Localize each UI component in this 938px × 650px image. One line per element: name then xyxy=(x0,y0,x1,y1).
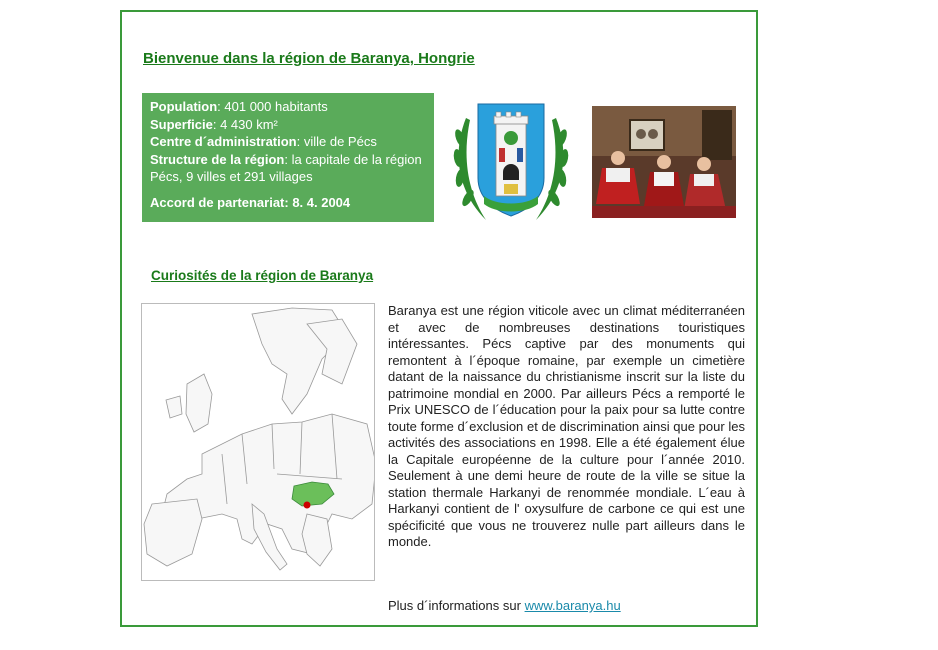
folk-costume-photo xyxy=(592,106,736,218)
admin-value: : ville de Pécs xyxy=(296,134,377,149)
page-title: Bienvenue dans la région de Baranya, Hongrie xyxy=(143,50,475,67)
structure-label: Structure de la région xyxy=(150,151,285,167)
section-subtitle: Curiosités de la région de Baranya xyxy=(151,268,374,283)
structure-value: : la capitale de la région Pécs, 9 villes et 291 villages xyxy=(150,151,422,184)
description-text: Baranya est une région viticole avec un climat méditerranéen et avec de nombreuses destinations touristiques intéressantes. Pécs captive par des monuments qui remontent à l´époque romaine, par exemple un cimetière datant de la naissance du christianisme inscrit sur la liste du patrimoine mondial en 2000. Par ailleurs Pécs a remporté le Prix UNESCO de l´éducation pour la paix pour sa lutte contre toute forme d´exclusion et de discrimination ainsi que pour les activités des associations en 1998. Elle a été également élue la Capitale européenne de la culture pour l´année 2010. Seulement à une demi heure de route de la ville se situe la station thermale Harkanyi de renommée mondiale. L´eau à Harkanyi contient de l' oxysulfure de carbone ce qui est une spécificité que vous ne trouverez nulle part ailleurs dans le monde. xyxy=(388,303,745,549)
baranya-marker xyxy=(304,502,311,509)
more-info-prefix: Plus d´informations sur xyxy=(388,598,525,613)
area-label: Superficie xyxy=(150,116,213,132)
baranya-website-link[interactable]: www.baranya.hu xyxy=(524,598,621,613)
population-label: Population xyxy=(150,99,218,114)
admin-label: Centre d´administration xyxy=(150,134,297,149)
area-value: : 4 430 km² xyxy=(212,116,278,132)
info-box xyxy=(142,93,434,222)
population-value: : 401 000 habitants xyxy=(217,99,328,114)
coat-of-arms-image xyxy=(446,98,576,230)
more-info-line xyxy=(388,598,621,613)
europe-map xyxy=(141,303,375,581)
agreement-text: Accord de partenariat: 8. 4. 2004 xyxy=(150,194,351,210)
